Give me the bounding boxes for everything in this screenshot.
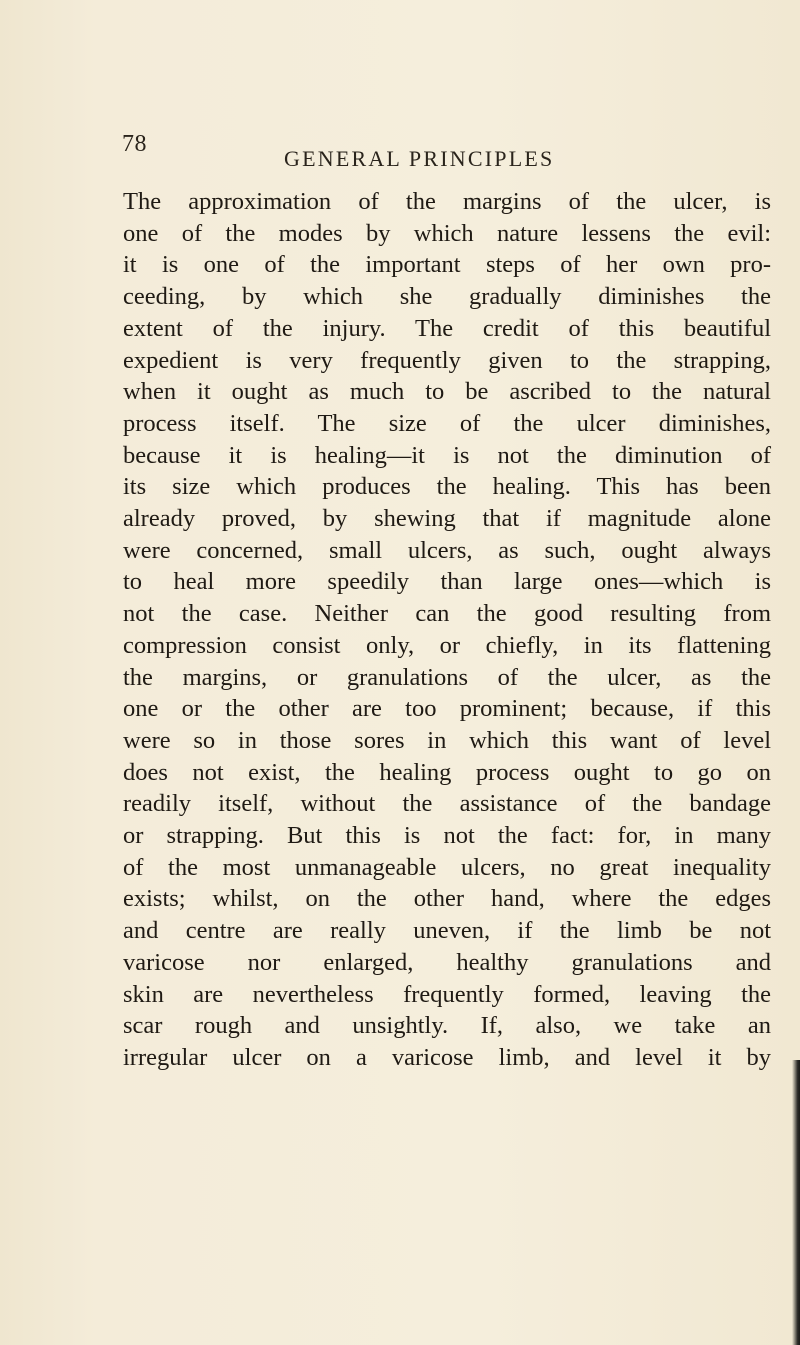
text-line: extent of the injury. The credit of this beautiful [123, 314, 771, 342]
page-number: 78 [122, 131, 147, 157]
text-line: scar rough and unsightly. If, also, we take an [123, 1012, 771, 1040]
text-line: its size which produces the healing. This has been [123, 473, 771, 501]
text-line: one of the modes by which nature lessens the evil: [123, 219, 771, 247]
running-head: GENERAL PRINCIPLES [284, 146, 555, 171]
text-line: were concerned, small ulcers, as such, ought always [123, 536, 771, 564]
text-line: varicose nor enlarged, healthy granulations and [123, 948, 771, 976]
text-line: expedient is very frequently given to the strapping, [123, 346, 771, 374]
text-line: the margins, or granulations of the ulcer, as the [123, 663, 771, 691]
text-line: were so in those sores in which this want of level [123, 726, 771, 754]
text-line: does not exist, the healing process ought to go on [123, 758, 771, 786]
text-line: when it ought as much to be ascribed to the natural [123, 378, 771, 406]
text-line: exists; whilst, on the other hand, where the edges [123, 885, 771, 913]
text-line: The approximation of the margins of the ulcer, is [123, 188, 771, 215]
text-line: not the case. Neither can the good resulting from [123, 600, 771, 628]
text-line: and centre are really uneven, if the limb be not [123, 917, 771, 945]
text-line: one or the other are too prominent; because, if this [123, 695, 771, 723]
text-line: of the most unmanageable ulcers, no great inequality [123, 853, 771, 881]
text-line: process itself. The size of the ulcer diminishes, [123, 409, 771, 437]
text-line: ceeding, by which she gradually diminishes the [123, 283, 771, 311]
body-paragraph [123, 186, 771, 1074]
text-line: already proved, by shewing that if magnitude alone [123, 505, 771, 533]
text-line: to heal more speedily than large ones—which is [123, 568, 771, 596]
text-line: skin are nevertheless frequently formed, leaving the [123, 980, 771, 1008]
text-line: it is one of the important steps of her own pro- [123, 251, 771, 279]
text-line: because it is healing—it is not the diminution of [123, 441, 771, 469]
page-edge-shadow [792, 1060, 800, 1345]
text-line: irregular ulcer on a varicose limb, and level it by [123, 1043, 771, 1071]
text-line: compression consist only, or chiefly, in its flattening [123, 631, 771, 659]
text-line: or strapping. But this is not the fact: for, in many [123, 822, 771, 850]
text-line: readily itself, without the assistance of the bandage [123, 790, 771, 818]
